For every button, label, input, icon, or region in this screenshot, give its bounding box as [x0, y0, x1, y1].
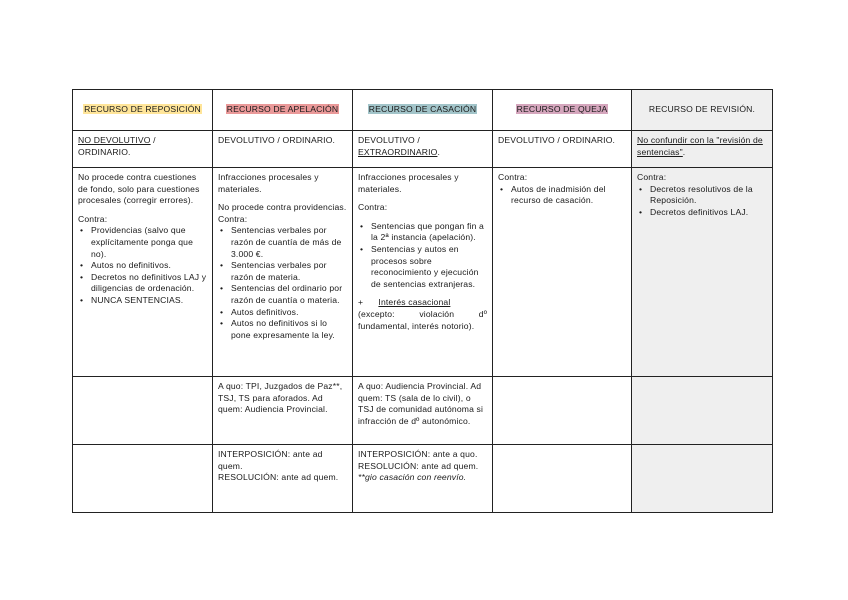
- reposicion-contra-label: Contra:: [78, 213, 108, 224]
- casacion-interes: [358, 297, 487, 309]
- queja-contra-label: Contra:: [498, 172, 528, 182]
- organos-queja: [493, 377, 632, 445]
- header-apelacion-label: RECURSO DE APELACIÓN: [226, 104, 339, 115]
- organos-casacion: [353, 377, 493, 445]
- organos-revision: [632, 377, 773, 445]
- contenido-queja: [493, 168, 632, 377]
- header-apelacion: [213, 90, 353, 131]
- contenido-apelacion: [213, 168, 353, 377]
- casacion-interes-detail: (excepto: violación dº fundamental, interés notorio).: [358, 308, 487, 331]
- list-item: • Decretos resolutivos de la Reposición.: [637, 184, 767, 207]
- tramite-queja: [493, 445, 632, 513]
- efecto-row: [73, 131, 773, 168]
- efecto-casacion-a: DEVOLUTIVO /: [358, 135, 420, 145]
- list-item: • Providencias (salvo que explícitamente ponga que no).: [78, 225, 207, 260]
- revision-contra-label: Contra:: [637, 172, 667, 182]
- tramite-reposicion: [73, 445, 213, 513]
- organos-apelacion: [213, 377, 353, 445]
- list-item: • Autos no definitivos.: [78, 260, 207, 272]
- efecto-revision-note: No confundir con la "revisión de sentencias": [637, 135, 763, 157]
- tramite-casacion: [353, 445, 493, 513]
- efecto-casacion: [353, 131, 493, 168]
- apelacion-resolucion: RESOLUCIÓN: ante ad quem.: [218, 472, 339, 483]
- no-devolutivo-text: NO DEVOLUTIVO: [78, 135, 151, 145]
- casacion-interposicion: INTERPOSICIÓN: ante a quo.: [358, 449, 478, 459]
- interes-casacional: Interés casacional: [378, 297, 451, 308]
- tramite-row: [73, 445, 773, 513]
- casacion-organos: A quo: Audiencia Provincial. Ad quem: TS (sala de lo civil), o TSJ de comunidad autónoma si infracción de dº autonómico.: [358, 381, 484, 426]
- queja-list: [498, 184, 626, 207]
- header-row: [73, 90, 773, 131]
- apelacion-list: [218, 225, 347, 341]
- header-reposicion-label: RECURSO DE REPOSICIÓN: [84, 104, 201, 115]
- organos-reposicion: [73, 377, 213, 445]
- apelacion-contra-label: Contra:: [218, 213, 248, 224]
- efecto-casacion-dot: .: [437, 146, 440, 157]
- contenido-reposicion: [73, 168, 213, 377]
- efecto-queja-text: DEVOLUTIVO / ORDINARIO.: [498, 135, 616, 145]
- contenido-revision: [632, 168, 773, 377]
- list-item: • Sentencias que pongan fin a la 2ª instancia (apelación).: [358, 221, 487, 244]
- reposicion-intro: No procede contra cuestiones de fondo, solo para cuestiones procesales (corregir errores).: [78, 172, 200, 206]
- organos-row: [73, 377, 773, 445]
- list-item: • Sentencias verbales por razón de materia.: [218, 260, 347, 283]
- efecto-apelacion: [213, 131, 353, 168]
- casacion-contra-label: Contra:: [358, 202, 388, 213]
- apelacion-organos: A quo: TPI, Juzgados de Paz**, TSJ, TS para aforados. Ad quem: Audiencia Provincial.: [218, 381, 343, 415]
- efecto-revision: [632, 131, 773, 168]
- list-item: • Autos de inadmisión del recurso de casación.: [498, 184, 626, 207]
- casacion-intro: Infracciones procesales y materiales.: [358, 172, 459, 194]
- header-reposicion: [73, 90, 213, 131]
- efecto-revision-dot: .: [682, 146, 686, 157]
- header-casacion: [353, 90, 493, 131]
- contenido-casacion: [353, 168, 493, 377]
- efecto-casacion-b: EXTRAORDINARIO: [358, 146, 438, 157]
- recursos-table: [72, 89, 773, 513]
- apelacion-intro: Infracciones procesales y materiales.: [218, 172, 319, 194]
- header-queja: [493, 90, 632, 131]
- header-queja-label: RECURSO DE QUEJA: [516, 104, 608, 115]
- efecto-reposicion: [73, 131, 213, 168]
- plus-sign: +: [358, 297, 364, 308]
- tramite-revision: [632, 445, 773, 513]
- casacion-list: [358, 221, 487, 291]
- list-item: • Autos no definitivos si lo pone expresamente la ley.: [218, 318, 347, 341]
- list-item: • Decretos no definitivos LAJ y diligencias de ordenación.: [78, 272, 207, 295]
- list-item: • Sentencias del ordinario por razón de cuantía o materia.: [218, 283, 347, 306]
- casacion-nota: **gio casación con reenvío.: [358, 472, 467, 483]
- reposicion-list: [78, 225, 207, 306]
- header-revision: [632, 90, 773, 131]
- revision-list: [637, 184, 767, 219]
- contenido-row: [73, 168, 773, 377]
- list-item: • NUNCA SENTENCIAS.: [78, 295, 207, 307]
- efecto-reposicion-rest: / ORDINARIO.: [78, 135, 156, 157]
- list-item: • Sentencias verbales por razón de cuantía de más de 3.000 €.: [218, 225, 347, 260]
- header-revision-label: RECURSO DE REVISIÓN.: [648, 104, 756, 115]
- efecto-apelacion-text: DEVOLUTIVO / ORDINARIO.: [218, 135, 336, 145]
- header-casacion-label: RECURSO DE CASACIÓN: [368, 104, 477, 115]
- tramite-apelacion: [213, 445, 353, 513]
- efecto-queja: [493, 131, 632, 168]
- apelacion-interposicion: INTERPOSICIÓN: ante ad quem.: [218, 449, 323, 471]
- list-item: • Sentencias y autos en procesos sobre reconocimiento y ejecución de sentencias extranjeras.: [358, 244, 487, 290]
- list-item: • Autos definitivos.: [218, 307, 347, 319]
- list-item: • Decretos definitivos LAJ.: [637, 207, 767, 219]
- apelacion-no-procede: No procede contra providencias.: [218, 202, 347, 213]
- casacion-resolucion: RESOLUCIÓN: ante ad quem.: [358, 460, 479, 471]
